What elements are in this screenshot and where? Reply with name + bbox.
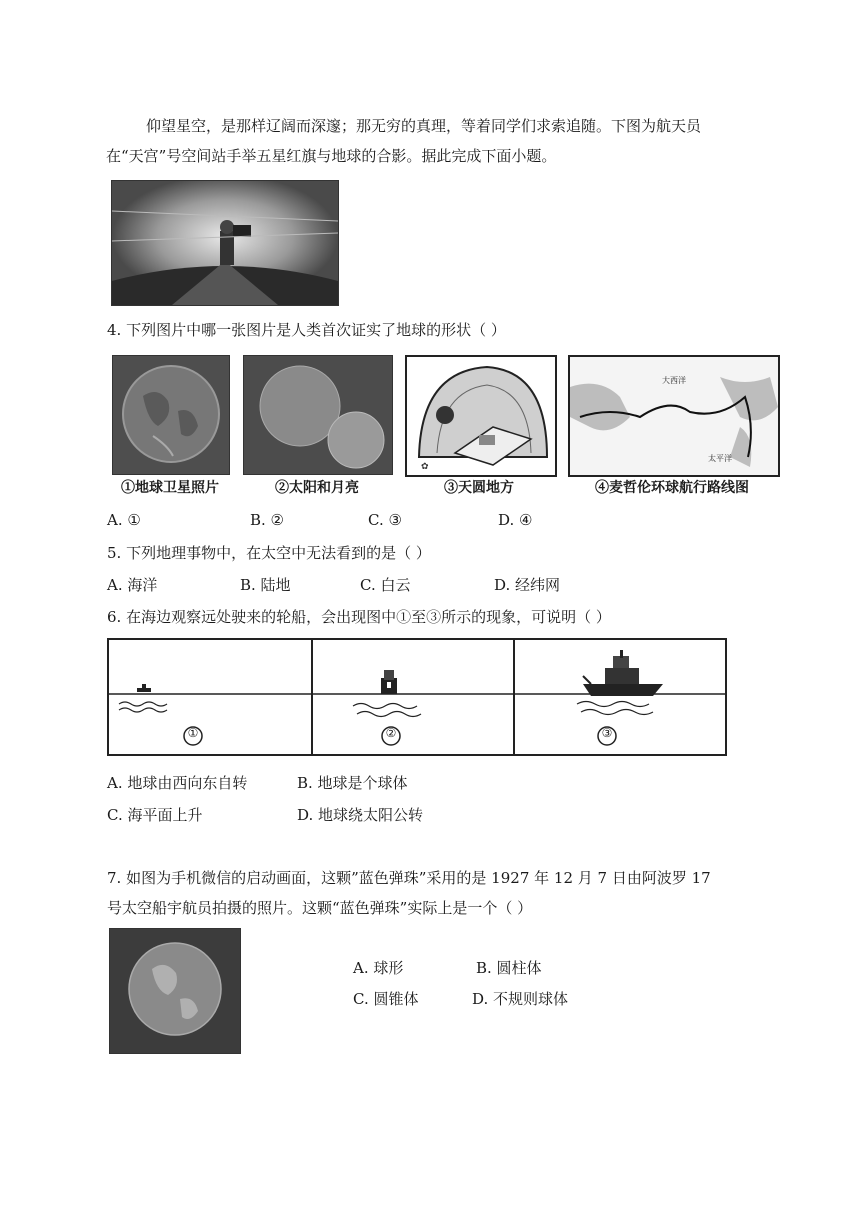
- q4-caption-4: ④麦哲伦环球航行路线图: [595, 480, 749, 496]
- q4-caption-2: ②太阳和月亮: [275, 480, 359, 496]
- q6-option-b[interactable]: B. 地球是个球体: [297, 774, 408, 792]
- q4-option-c[interactable]: C. ③: [368, 511, 402, 529]
- satellite-photo-graphic: [113, 356, 229, 474]
- q5-option-b[interactable]: B. 陆地: [240, 576, 291, 594]
- blue-marble-photo: [109, 928, 241, 1054]
- ship-panel-3-graphic: [515, 640, 725, 754]
- q7-option-c[interactable]: C. 圆锥体: [353, 990, 419, 1008]
- q5-option-c[interactable]: C. 白云: [360, 576, 411, 594]
- q5-option-a[interactable]: A. 海洋: [107, 576, 158, 594]
- q7-stem-line-2: 号太空船宇航员拍摄的照片。这颗“蓝色弹珠”实际上是一个（ ）: [107, 899, 533, 917]
- q4-option-a[interactable]: A. ①: [107, 511, 141, 529]
- astronaut-photo-graphic: [112, 181, 338, 305]
- sun-moon-graphic: [244, 356, 392, 474]
- ship-panel-1: [107, 638, 313, 756]
- panel-label-1: ①: [187, 726, 199, 740]
- blue-marble-graphic: [110, 929, 240, 1053]
- q6-stem: 6. 在海边观察远处驶来的轮船，会出现图中①至③所示的现象，可说明（ ）: [107, 608, 611, 626]
- ship-panel-2: [311, 638, 515, 756]
- ship-icon: [381, 670, 397, 694]
- map-label-pacific: 太平洋: [708, 454, 732, 463]
- q7-option-d[interactable]: D. 不规则球体: [472, 990, 569, 1008]
- q4-stem: 4. 下列图片中哪一张图片是人类首次证实了地球的形状（ ）: [107, 321, 506, 339]
- sun-and-moon-photo: [243, 355, 393, 475]
- ship-icon: [583, 650, 663, 696]
- panel-label-2: ②: [385, 726, 397, 740]
- heaven-earth-graphic: [407, 357, 555, 475]
- magellan-map-graphic: [570, 357, 778, 475]
- q4-caption-3: ③天圆地方: [444, 480, 514, 496]
- earth-satellite-photo: [112, 355, 230, 475]
- ship-panel-3: [513, 638, 727, 756]
- ship-icon: [137, 684, 151, 692]
- svg-text:✿: ✿: [421, 462, 429, 472]
- q6-option-a[interactable]: A. 地球由西向东自转: [107, 774, 248, 792]
- ship-panel-2-graphic: [313, 640, 513, 754]
- panel-label-3: ③: [601, 726, 613, 740]
- intro-line-1: 仰望星空，是那样辽阔而深邃；那无穷的真理，等着同学们求索追随。下图为航天员: [146, 117, 702, 135]
- q4-option-b[interactable]: B. ②: [250, 511, 285, 529]
- q5-stem: 5. 下列地理事物中，在太空中无法看到的是（ ）: [107, 544, 431, 562]
- q7-stem-line-1: 7. 如图为手机微信的启动画面，这颗”蓝色弹珠”采用的是 1927 年 12 月 7 日由阿波罗 17: [107, 869, 711, 887]
- q4-caption-1: ①地球卫星照片: [121, 480, 219, 496]
- magellan-route-map: [568, 355, 780, 477]
- q5-option-d[interactable]: D. 经纬网: [494, 576, 561, 594]
- map-label-atlantic: 大西洋: [662, 376, 686, 385]
- q6-option-d[interactable]: D. 地球绕太阳公转: [297, 806, 424, 824]
- q6-option-c[interactable]: C. 海平面上升: [107, 806, 203, 824]
- q7-option-a[interactable]: A. 球形: [353, 959, 404, 977]
- intro-line-2: 在“天宫”号空间站手举五星红旗与地球的合影。据此完成下面小题。: [106, 147, 557, 165]
- round-sky-square-earth-illustration: [405, 355, 557, 477]
- q7-option-b[interactable]: B. 圆柱体: [476, 959, 542, 977]
- ship-panel-1-graphic: [109, 640, 311, 754]
- astronaut-flag-earth-photo: [111, 180, 339, 306]
- q4-option-d[interactable]: D. ④: [498, 511, 533, 529]
